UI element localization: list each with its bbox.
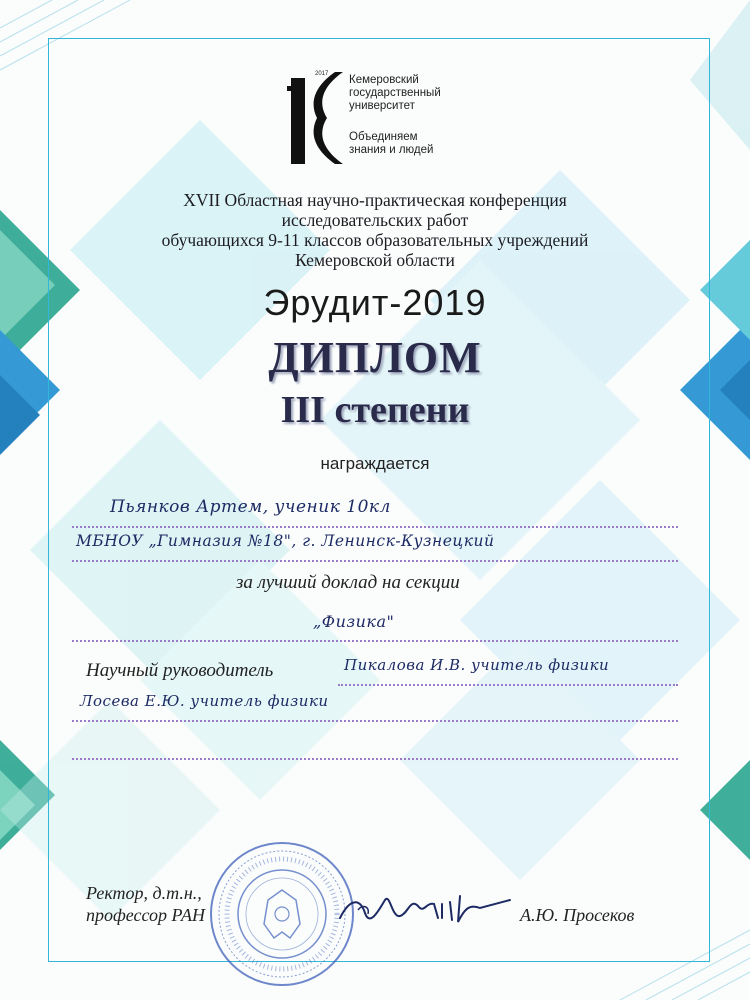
recipient-name: Пьянков Артем, ученик 10кл bbox=[110, 497, 391, 517]
university-logo bbox=[287, 68, 467, 168]
report-label: за лучший доклад на секции bbox=[236, 572, 460, 593]
diploma-degree: III степени bbox=[280, 389, 470, 431]
dotted-line bbox=[72, 560, 678, 562]
supervisor-label: Научный руководитель bbox=[86, 660, 274, 681]
eagle-emblem-icon bbox=[264, 890, 300, 938]
supervisor-line2: Лосева Е.Ю. учитель физики bbox=[80, 692, 329, 710]
awarded-label: награждается bbox=[320, 454, 430, 473]
rector-name: А.Ю. Просеков bbox=[520, 905, 635, 925]
dotted-line bbox=[72, 640, 678, 642]
section-name: „Физика" bbox=[313, 612, 395, 631]
event-title: Эрудит-2019 bbox=[263, 282, 487, 323]
logo-year: 2017 bbox=[315, 71, 329, 77]
rector-title: Ректор, д.т.н., профессор РАН bbox=[86, 883, 205, 925]
diploma-title: ДИПЛОМ bbox=[268, 333, 482, 382]
dotted-line bbox=[72, 526, 678, 528]
dotted-line bbox=[72, 758, 678, 760]
supervisor-line1: Пикалова И.В. учитель физики bbox=[344, 656, 610, 674]
dotted-line bbox=[338, 684, 678, 686]
university-name: Кемеровский государственный университет bbox=[349, 74, 441, 112]
logo-mark-icon bbox=[287, 68, 349, 168]
dotted-line bbox=[72, 720, 678, 722]
rector-signature bbox=[330, 878, 520, 938]
recipient-school: МБНОУ „Гимназия №18", г. Ленинск-Кузнецкий bbox=[76, 532, 495, 550]
university-slogan: Объединяем знания и людей bbox=[349, 131, 434, 156]
conference-title: XVII Областная научно-практическая конференция исследовательских работ обучающихся 9-11 классов образовательных учреждений Кемеровской области bbox=[161, 190, 589, 270]
